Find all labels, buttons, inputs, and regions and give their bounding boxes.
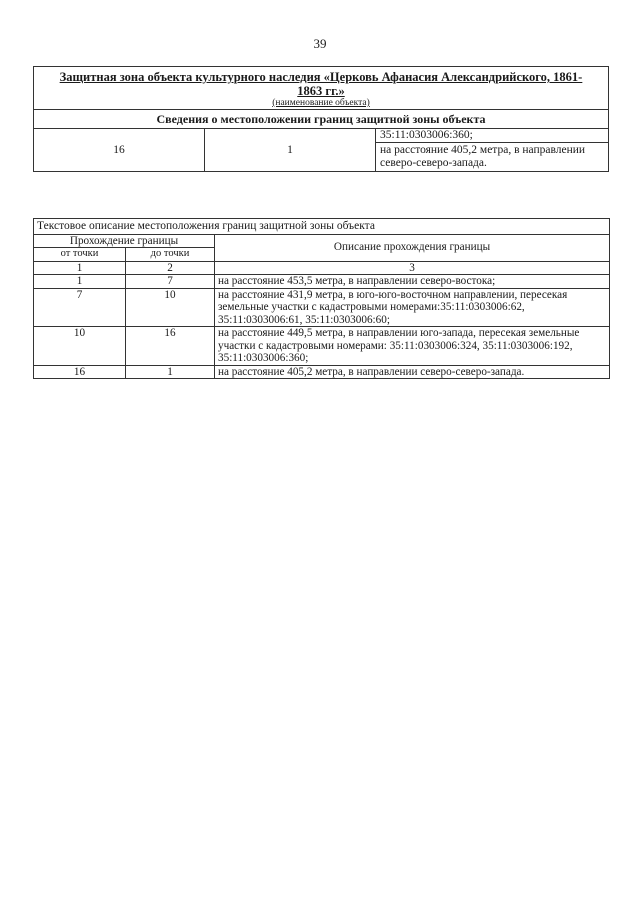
page-number: 39 [313, 36, 327, 51]
table-row [34, 365, 610, 379]
to-point-cell: 7 [126, 275, 215, 289]
description-cell: на расстояние 453,5 метра, в направлении северо-востока; [215, 275, 610, 289]
table-row [34, 288, 610, 327]
column-number-row [34, 261, 610, 275]
object-title-line2: 1863 гг.» [297, 84, 345, 98]
object-title [34, 67, 609, 110]
boundary-description-table [33, 218, 610, 379]
to-point-header: до точки [126, 248, 215, 262]
table-row [34, 129, 609, 143]
description-cell: на расстояние 431,9 метра, в юго-юго-восточном направлении, пересекая земельные участки с кадастровыми номерами:35:11:0303006:62, 35:11:0303006:61, 35:11:0303006:60; [215, 288, 610, 327]
to-point-cell: 10 [126, 288, 215, 327]
column-number: 1 [34, 261, 126, 275]
point-to-cell: 1 [205, 129, 376, 172]
to-point-cell: 1 [126, 365, 215, 379]
title-row [34, 67, 609, 110]
protection-zone-header-table [33, 66, 609, 172]
table-row [34, 327, 610, 366]
header-row [34, 234, 610, 248]
from-point-cell: 1 [34, 275, 126, 289]
description-cell: на расстояние 405,2 метра, в направлении северо-северо-запада. [215, 365, 610, 379]
caption-row [34, 219, 610, 235]
table-row [34, 275, 610, 289]
from-point-cell: 10 [34, 327, 126, 366]
description-header: Описание прохождения границы [215, 234, 610, 261]
from-point-cell: 16 [34, 365, 126, 379]
boundary-passage-header: Прохождение границы [34, 234, 215, 248]
from-point-header: от точки [34, 248, 126, 262]
object-title-line1: Защитная зона объекта культурного наследия «Церковь Афанасия Александрийского, 1861- [59, 70, 583, 84]
description-cell: на расстояние 405,2 метра, в направлении северо-северо-запада. [376, 143, 609, 172]
table-caption: Текстовое описание местоположения границ защитной зоны объекта [34, 219, 610, 235]
description-cell: на расстояние 449,5 метра, в направлении юго-запада, пересекая земельные участки с кадастровыми номерами: 35:11:0303006:324, 35:11:0303006:192, 35:11:0303006:360; [215, 327, 610, 366]
object-name-caption: (наименование объекта) [272, 98, 370, 108]
section-title-row [34, 110, 609, 129]
column-number: 2 [126, 261, 215, 275]
section-title: Сведения о местоположении границ защитной зоны объекта [34, 110, 609, 129]
continued-description-cell: 35:11:0303006:360; [376, 129, 609, 143]
column-number: 3 [215, 261, 610, 275]
to-point-cell: 16 [126, 327, 215, 366]
point-from-cell: 16 [34, 129, 205, 172]
from-point-cell: 7 [34, 288, 126, 327]
